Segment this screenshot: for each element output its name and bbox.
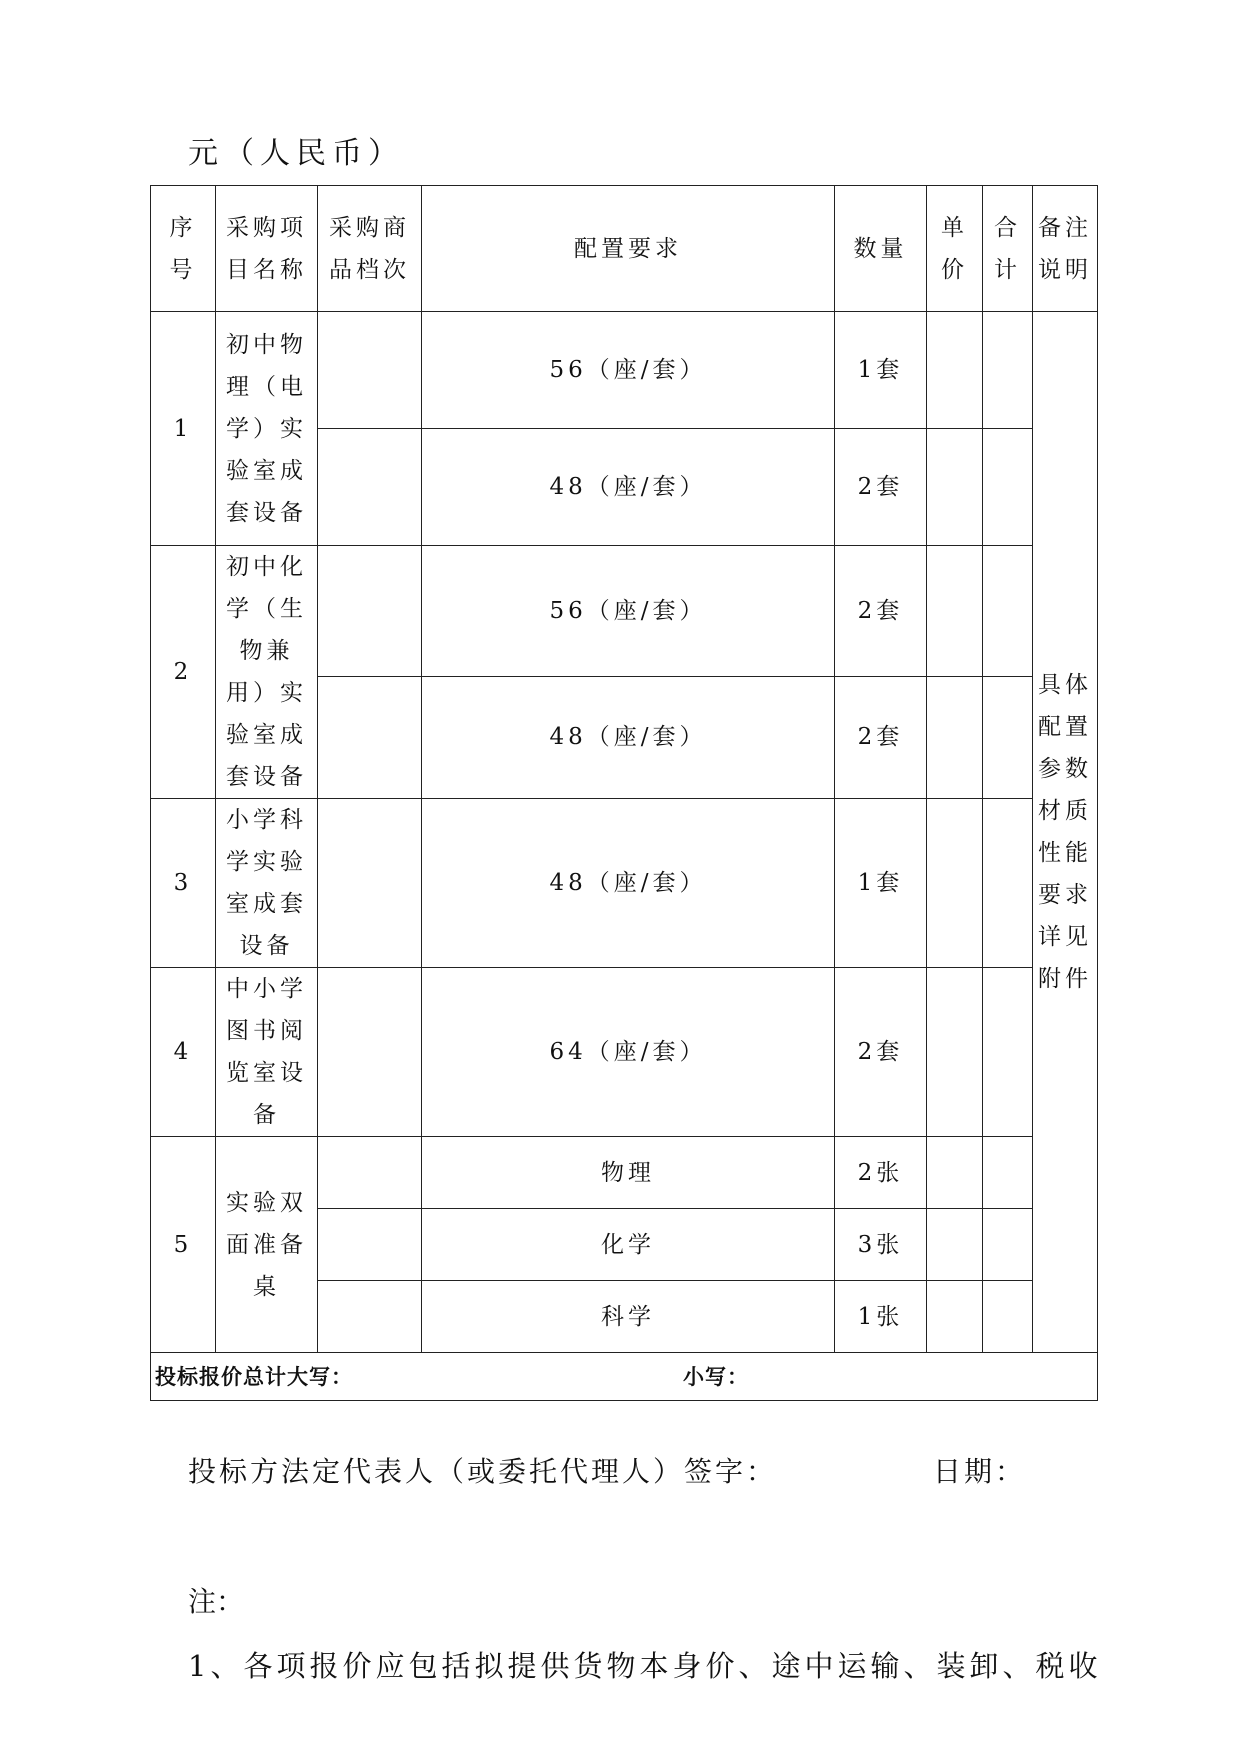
header-index: 序号 (151, 186, 216, 312)
row-qty: 2套 (835, 546, 927, 677)
row-unit-price-cell (927, 1209, 983, 1281)
table-row (151, 546, 1098, 677)
row-qty: 1套 (835, 799, 927, 968)
table-row (151, 968, 1098, 1137)
row-unit-price-cell (927, 676, 983, 798)
row-qty: 1套 (835, 312, 927, 429)
row-grade-cell (318, 1209, 422, 1281)
row-item-name: 初中物理（电学）实验室成套设备 (216, 312, 318, 546)
total-lower-label: 小写： (683, 1364, 749, 1389)
table-row (151, 799, 1098, 968)
total-row (151, 1353, 1098, 1401)
row-subtotal-cell (983, 1281, 1033, 1353)
row-grade-cell (318, 312, 422, 429)
row-qty: 2套 (835, 429, 927, 546)
row-item-name: 小学科学实验室成套设备 (216, 799, 318, 968)
row-config: 化学 (422, 1209, 835, 1281)
row-item-name: 初中化学（生物兼用）实验室成套设备 (216, 546, 318, 799)
row-qty: 2套 (835, 676, 927, 798)
row-subtotal-cell (983, 1137, 1033, 1209)
table-row (151, 312, 1098, 429)
row-qty: 3张 (835, 1209, 927, 1281)
row-subtotal-cell (983, 968, 1033, 1137)
row-item-name: 中小学图书阅览室设备 (216, 968, 318, 1137)
row-config: 64（座/套） (422, 968, 835, 1137)
row-grade-cell (318, 1137, 422, 1209)
signature-label: 投标方法定代表人（或委托代理人）签字： (188, 1455, 778, 1488)
signature-line (188, 1450, 1027, 1490)
row-subtotal-cell (983, 1209, 1033, 1281)
row-index: 3 (151, 799, 216, 968)
row-unit-price-cell (927, 312, 983, 429)
table-row (151, 1137, 1098, 1209)
row-subtotal-cell (983, 312, 1033, 429)
row-item-name: 实验双面准备桌 (216, 1137, 318, 1353)
table-header-row (151, 186, 1098, 312)
row-qty: 2张 (835, 1137, 927, 1209)
row-config: 56（座/套） (422, 546, 835, 677)
row-unit-price-cell (927, 429, 983, 546)
row-subtotal-cell (983, 546, 1033, 677)
row-config: 48（座/套） (422, 799, 835, 968)
header-grade: 采购商品档次 (318, 186, 422, 312)
note-item-1: 1、各项报价应包括拟提供货物本身价、途中运输、装卸、税收 (188, 1649, 1102, 1683)
row-index: 4 (151, 968, 216, 1137)
remarks-note: 具体配置参数材质性能要求详见附件 (1033, 312, 1098, 1353)
row-config: 48（座/套） (422, 676, 835, 798)
row-index: 5 (151, 1137, 216, 1353)
row-index: 1 (151, 312, 216, 546)
row-grade-cell (318, 968, 422, 1137)
notes-title: 注： (188, 1585, 245, 1618)
row-config: 56（座/套） (422, 312, 835, 429)
header-unit-price: 单价 (927, 186, 983, 312)
row-qty: 2套 (835, 968, 927, 1137)
header-config: 配置要求 (422, 186, 835, 312)
currency-note: 元（人民币） (188, 136, 404, 171)
row-unit-price-cell (927, 1137, 983, 1209)
row-grade-cell (318, 546, 422, 677)
quotation-table (150, 185, 1098, 1401)
row-unit-price-cell (927, 799, 983, 968)
row-unit-price-cell (927, 546, 983, 677)
row-subtotal-cell (983, 676, 1033, 798)
row-config: 物理 (422, 1137, 835, 1209)
row-unit-price-cell (927, 1281, 983, 1353)
row-grade-cell (318, 799, 422, 968)
row-grade-cell (318, 1281, 422, 1353)
row-unit-price-cell (927, 968, 983, 1137)
row-subtotal-cell (983, 429, 1033, 546)
date-label: 日期： (933, 1455, 1027, 1488)
row-qty: 1张 (835, 1281, 927, 1353)
row-config: 48（座/套） (422, 429, 835, 546)
header-qty: 数量 (835, 186, 927, 312)
header-subtotal: 合计 (983, 186, 1033, 312)
total-upper-label: 投标报价总计大写： (155, 1364, 353, 1389)
total-cell (151, 1353, 1098, 1401)
row-grade-cell (318, 676, 422, 798)
row-index: 2 (151, 546, 216, 799)
row-config: 科学 (422, 1281, 835, 1353)
row-subtotal-cell (983, 799, 1033, 968)
header-item-name: 采购项目名称 (216, 186, 318, 312)
header-remarks: 备注说明 (1033, 186, 1098, 312)
row-grade-cell (318, 429, 422, 546)
